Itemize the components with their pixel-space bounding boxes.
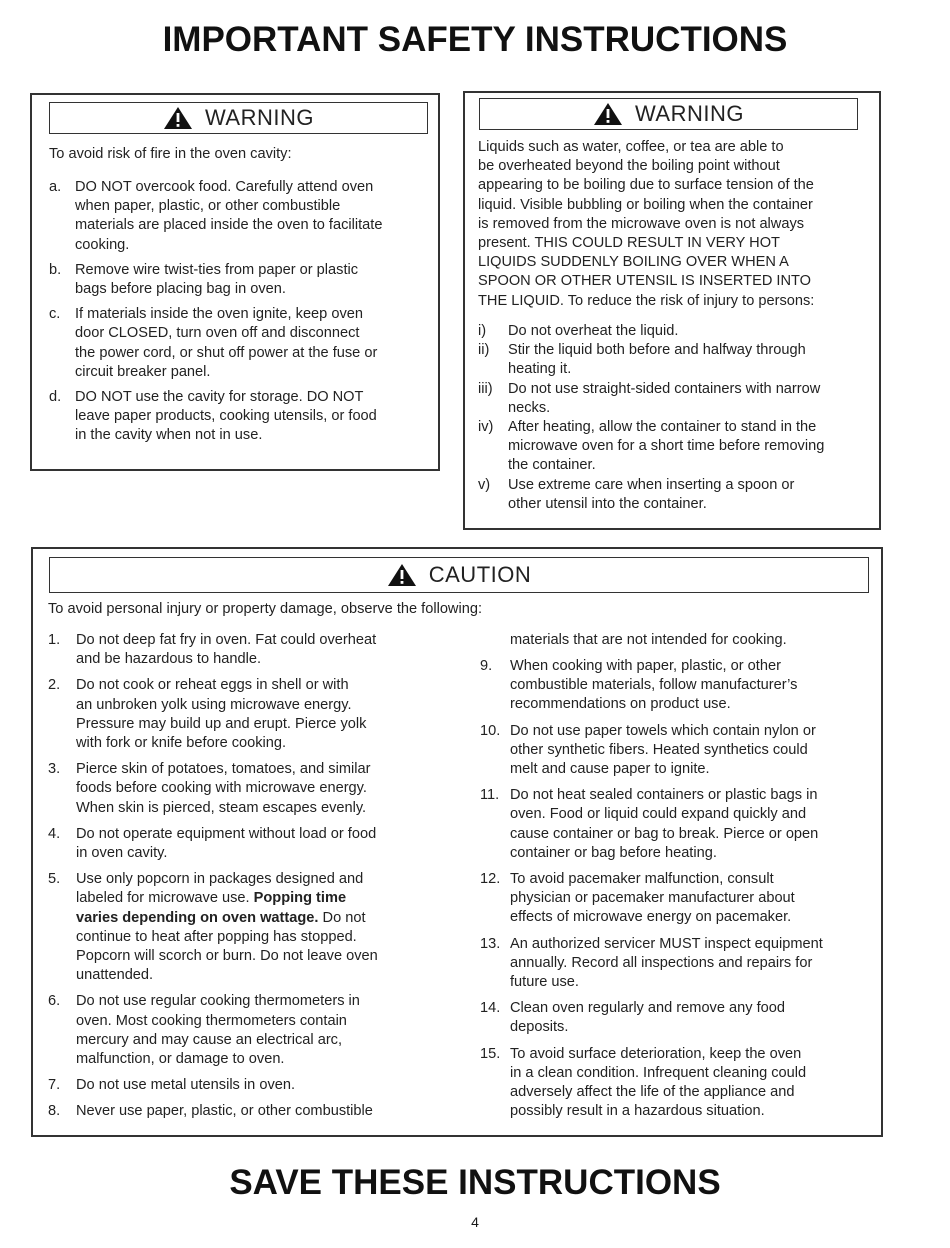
list-line: heating it. — [508, 361, 572, 378]
caution-header — [49, 557, 869, 593]
list-line: Pressure may build up and erupt. Pierce yolk — [76, 715, 367, 732]
list-line: continue to heat after popping has stopped. — [76, 928, 357, 945]
list-label: 4. — [48, 825, 61, 842]
warning-liquids-intro-line: appearing to be boiling due to surface tension of the — [478, 177, 814, 194]
list-label: iv) — [478, 419, 494, 435]
page-title: IMPORTANT SAFETY INSTRUCTIONS — [162, 20, 788, 59]
caution-item-right-5 — [480, 935, 880, 993]
caution-header-label: CAUTION — [428, 562, 532, 587]
list-label: 10. — [480, 722, 501, 739]
warning-header — [479, 98, 858, 130]
caution-item-2 — [48, 676, 468, 753]
caution-box — [31, 547, 883, 1137]
warning-liquids-intro-line: SPOON OR OTHER UTENSIL IS INSERTED INTO — [478, 273, 812, 290]
list-label: i) — [478, 323, 487, 339]
warning-liquids-intro-line: present. THIS COULD RESULT IN VERY HOT — [478, 235, 780, 251]
list-line: oven. Food or liquid could expand quickly and — [510, 806, 807, 823]
plain-text: Do not — [318, 909, 366, 926]
list-line: possibly result in a hazardous situation. — [510, 1103, 765, 1120]
warning-triangle-icon — [387, 563, 417, 587]
list-label: 11. — [480, 787, 500, 804]
list-line: labeled for microwave use. Popping time — [76, 890, 347, 907]
list-line: when paper, plastic, or other combustible — [75, 198, 341, 215]
list-line: bags before placing bag in oven. — [75, 281, 286, 297]
list-line: To avoid surface deterioration, keep the oven — [510, 1045, 802, 1062]
list-line: Do not cook or reheat eggs in shell or with — [76, 677, 349, 694]
list-line: the container. — [508, 457, 596, 474]
list-label: d. — [49, 389, 62, 405]
list-label: a. — [49, 179, 62, 195]
list-line: circuit breaker panel. — [75, 363, 211, 380]
list-line: microwave oven for a short time before removing — [508, 438, 825, 455]
caution-item-right-3 — [480, 786, 880, 863]
list-label: 15. — [480, 1045, 501, 1062]
list-line — [76, 909, 378, 928]
warning-header — [49, 102, 428, 134]
warning-triangle-icon — [163, 106, 193, 130]
warning-box-liquids — [463, 91, 881, 530]
warning-liquids-item-1 — [478, 322, 873, 341]
list-line: If materials inside the oven ignite, keep oven — [75, 306, 363, 323]
list-line: After heating, allow the container to stand in the — [508, 419, 817, 435]
warning-fire-item-3 — [49, 305, 429, 382]
list-line: Do not use straight-sided containers with narrow — [508, 380, 821, 397]
list-line: recommendations on product use. — [510, 696, 731, 713]
list-line: physician or pacemaker manufacturer about — [510, 890, 795, 907]
warning-liquids-intro-line: be overheated beyond the boiling point without — [478, 158, 780, 175]
list-line: door CLOSED, turn oven off and disconnect — [75, 325, 360, 342]
warning-liquids-item-5 — [478, 476, 873, 514]
list-label: v) — [478, 476, 491, 493]
list-line: Do not heat sealed containers or plastic bags in — [510, 787, 818, 804]
caution-item-3 — [48, 760, 468, 818]
warning-liquids-item-3 — [478, 380, 873, 418]
warning-header-label: WARNING — [634, 101, 744, 126]
list-line: cause container or bag to break. Pierce or open — [510, 825, 819, 842]
list-label: 13. — [480, 935, 501, 952]
list-line: other synthetic fibers. Heated synthetics could — [510, 741, 808, 758]
list-line: deposits. — [510, 1019, 569, 1036]
list-label: 3. — [48, 761, 61, 778]
warning-liquids-intro-line: Liquids such as water, coffee, or tea are able to — [478, 139, 784, 155]
list-line: melt and cause paper to ignite. — [510, 761, 710, 777]
list-line: combustible materials, follow manufacturer’s — [510, 677, 798, 694]
warning-fire-item-1 — [49, 178, 429, 255]
warning-intro: To avoid risk of fire in the oven cavity: — [49, 146, 292, 162]
list-line: malfunction, or damage to oven. — [76, 1051, 285, 1067]
list-line: When cooking with paper, plastic, or other — [510, 658, 781, 674]
caution-item-right-7 — [480, 1045, 880, 1122]
list-line: leave paper products, cooking utensils, or food — [75, 408, 377, 425]
list-line: Clean oven regularly and remove any food — [510, 1000, 786, 1017]
caution-item-right-1 — [480, 657, 880, 715]
warning-fire-item-2 — [49, 261, 429, 299]
list-line: Do not deep fat fry in oven. Fat could overheat — [76, 632, 377, 648]
warning-liquids-intro-line: LIQUIDS SUDDENLY BOILING OVER WHEN A — [478, 254, 789, 271]
caution-item-5 — [48, 870, 468, 985]
list-line: Popcorn will scorch or burn. Do not leave oven — [76, 948, 378, 964]
list-line: future use. — [510, 974, 579, 990]
list-line: necks. — [508, 399, 551, 416]
bold-text: varies depending on oven wattage. — [76, 909, 319, 926]
list-line: in the cavity when not in use. — [75, 427, 263, 444]
list-line: effects of microwave energy on pacemaker. — [510, 909, 792, 926]
list-line: Pierce skin of potatoes, tomatoes, and similar — [76, 761, 371, 778]
page-number: 4 — [471, 1214, 479, 1230]
list-line: annually. Record all inspections and repairs for — [510, 954, 813, 971]
bold-text: Popping time — [253, 890, 347, 907]
caution-item-1 — [48, 631, 468, 669]
warning-liquids-item-4 — [478, 418, 873, 476]
caution-item-right-6 — [480, 999, 880, 1037]
list-line: with fork or knife before cooking. — [76, 735, 287, 751]
list-line: Never use paper, plastic, or other combustible — [76, 1103, 373, 1120]
list-line: Use only popcorn in packages designed and — [76, 871, 364, 888]
list-line: cooking. — [75, 236, 130, 253]
caution-item-8 — [48, 1102, 468, 1121]
caution-intro: To avoid personal injury or property damage, observe the following: — [48, 601, 482, 617]
list-line: Do not overheat the liquid. — [508, 323, 679, 339]
list-line: container or bag before heating. — [510, 844, 717, 861]
list-line: mercury and may cause an electrical arc, — [76, 1031, 343, 1048]
caution-item-6 — [48, 992, 468, 1069]
warning-triangle-icon — [593, 102, 623, 126]
caution-item-right-4 — [480, 870, 880, 928]
list-line: An authorized servicer MUST inspect equipment — [510, 935, 823, 952]
warning-header-label: WARNING — [204, 105, 314, 130]
list-label: 6. — [48, 993, 61, 1010]
list-label: 9. — [480, 658, 493, 674]
list-label: ii) — [478, 342, 490, 359]
caution-item-4 — [48, 825, 468, 863]
list-line: Stir the liquid both before and halfway through — [508, 342, 806, 359]
warning-liquids-item-2 — [478, 341, 873, 379]
list-line: and be hazardous to handle. — [76, 651, 262, 668]
list-line: Use extreme care when inserting a spoon or — [508, 476, 795, 493]
list-label: 12. — [480, 871, 501, 887]
list-label: 1. — [48, 632, 61, 648]
caution-item-7 — [48, 1076, 468, 1095]
list-label: 5. — [48, 871, 61, 888]
list-label: 7. — [48, 1077, 61, 1094]
warning-liquids-intro-line: THE LIQUID. To reduce the risk of injury to persons: — [478, 292, 815, 309]
list-line: DO NOT overcook food. Carefully attend oven — [75, 179, 374, 195]
list-label: 8. — [48, 1103, 61, 1120]
list-line: Do not use paper towels which contain nylon or — [510, 722, 816, 739]
list-line: in oven cavity. — [76, 845, 168, 861]
list-label: c. — [49, 306, 61, 323]
list-line: To avoid pacemaker malfunction, consult — [510, 871, 774, 887]
list-line: an unbroken yolk using microwave energy. — [76, 696, 352, 713]
list-line: adversely affect the life of the appliance and — [510, 1084, 795, 1100]
list-line: in a clean condition. Infrequent cleaning could — [510, 1064, 807, 1081]
list-line: Do not operate equipment without load or food — [76, 825, 377, 842]
list-label: iii) — [478, 380, 493, 397]
list-label: b. — [49, 261, 62, 278]
list-line: materials are placed inside the oven to facilitate — [75, 217, 383, 234]
warning-box-fire — [30, 93, 440, 471]
warning-liquids-intro-line: liquid. Visible bubbling or boiling when the container — [478, 196, 813, 213]
caution-item-right-2 — [480, 722, 880, 780]
list-label: 2. — [48, 677, 61, 694]
list-line: Do not use metal utensils in oven. — [76, 1077, 296, 1094]
list-label: 14. — [480, 1000, 501, 1017]
list-line: oven. Most cooking thermometers contain — [76, 1012, 347, 1029]
list-line: When skin is pierced, steam escapes evenly. — [76, 799, 367, 816]
footer-title: SAVE THESE INSTRUCTIONS — [229, 1163, 721, 1202]
warning-liquids-intro-line: is removed from the microwave oven is not always — [478, 215, 805, 232]
list-line: Do not use regular cooking thermometers in — [76, 993, 360, 1010]
list-line: DO NOT use the cavity for storage. DO NOT — [75, 389, 364, 405]
list-line: the power cord, or shut off power at the fuse or — [75, 344, 378, 361]
warning-fire-item-4 — [49, 388, 429, 446]
list-line: unattended. — [76, 967, 154, 984]
list-line: Remove wire twist-ties from paper or plastic — [75, 261, 359, 278]
list-line: foods before cooking with microwave energy. — [76, 780, 367, 797]
caution-item-8-continuation: materials that are not intended for cooking. — [510, 632, 787, 648]
list-line: other utensil into the container. — [508, 495, 707, 512]
